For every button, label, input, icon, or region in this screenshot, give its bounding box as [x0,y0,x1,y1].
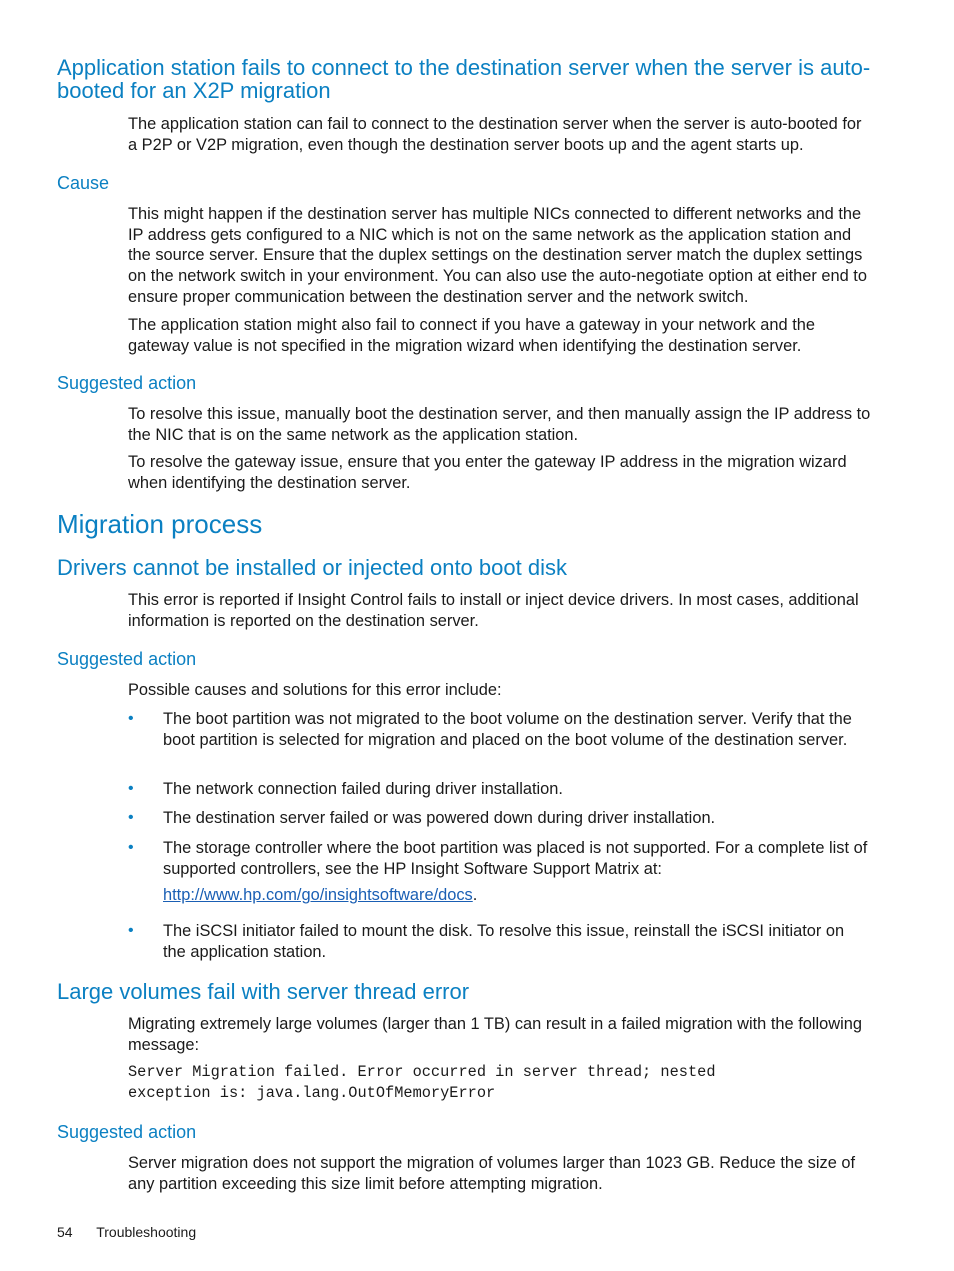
section-title-large-volumes: Large volumes fail with server thread error [57,979,470,1004]
error-message-code: Server Migration failed. Error occurred in server thread; nested exception is: java.lang.OutOfMemoryError [128,1063,716,1102]
drivers-intro: This error is reported if Insight Control fails to install or inject device drivers. In most cases, additional information is reported on the destination server. [128,591,859,630]
bullet-icon: • [128,922,134,939]
suggested-action-heading: Suggested action [57,649,197,669]
list-item [128,808,873,829]
list-item [128,779,873,800]
suggested-action-heading: Suggested action [57,1122,197,1142]
list-item-text: The iSCSI initiator failed to mount the disk. To resolve this issue, reinstall the iSCSI initiator on the application station. [163,922,845,961]
section-title-x2p-connect: Application station fails to connect to the destination server when the server is auto-booted for an X2P migration [57,55,871,103]
support-matrix-link[interactable]: http://www.hp.com/go/insightsoftware/docs [163,886,473,905]
list-item [128,709,873,750]
bullet-icon: • [128,710,134,727]
section-title-drivers: Drivers cannot be installed or injected onto boot disk [57,555,567,580]
page-number: 54 [57,1224,73,1240]
list-item-text: The boot partition was not migrated to the boot volume on the destination server. Verify that the boot partition is selected for migration and placed on the boot volume of the destination server. [163,710,852,749]
large-volumes-action: Server migration does not support the migration of volumes larger than 1023 GB. Reduce the size of any partition exceeding this size limit before attempting migration. [128,1154,856,1193]
action-paragraph-1: To resolve this issue, manually boot the destination server, and then manually assign the IP address to the NIC that is on the same network as the application station. [128,405,871,444]
list-item [128,838,873,906]
cause-heading: Cause [57,173,110,193]
link-suffix: . [472,886,478,905]
support-matrix-line [163,885,868,906]
chapter-title: Migration process [57,509,263,539]
list-item [128,921,873,962]
bullet-icon: • [128,839,134,856]
chapter-name: Troubleshooting [96,1224,197,1240]
section-intro: The application station can fail to connect to the destination server when the server is auto-booted for a P2P or V2P migration, even though the destination server boots up and the agent starts up. [128,115,862,154]
page-footer [57,1223,216,1241]
causes-intro: Possible causes and solutions for this error include: [128,681,502,699]
list-item-text: The storage controller where the boot partition was placed is not supported. For a complete list of supported controllers, see the HP Insight Software Support Matrix at: [163,839,868,878]
cause-paragraph-2: The application station might also fail to connect if you have a gateway in your network and the gateway value is not specified in the migration wizard when identifying the destination server. [128,316,815,355]
list-item-text: The destination server failed or was powered down during driver installation. [163,809,716,827]
list-item-text: The network connection failed during driver installation. [163,780,563,798]
cause-paragraph-1: This might happen if the destination server has multiple NICs connected to different networks and the IP address gets configured to a NIC which is not on the same network as the application station and the source server. Ensure that the duplex settings on the destination server match the duplex settings on the network switch in your environment. You can also use the auto-negotiate option at either end to ensure proper communication between the destination server and the network switch. [128,205,867,306]
suggested-action-heading: Suggested action [57,373,197,393]
large-volumes-intro: Migrating extremely large volumes (larger than 1 TB) can result in a failed migration with the following message: [128,1015,862,1054]
action-paragraph-2: To resolve the gateway issue, ensure that you enter the gateway IP address in the migration wizard when identifying the destination server. [128,453,847,492]
bullet-icon: • [128,809,134,826]
bullet-icon: • [128,780,134,797]
